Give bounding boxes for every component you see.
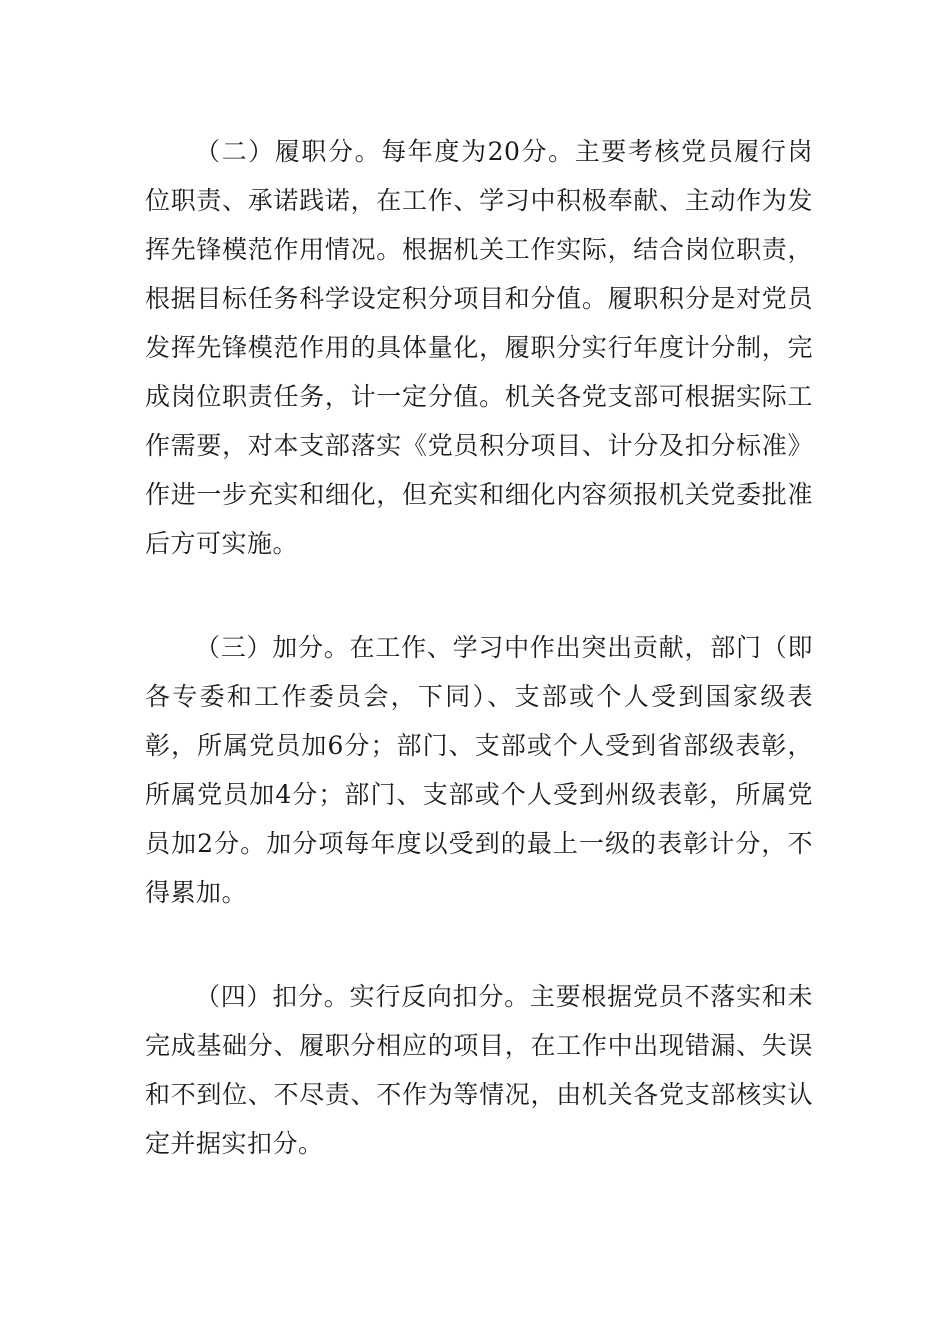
paragraph-bonus-points: （三）加分。在工作、学习中作出突出贡献，部门（即各专委和工作委员会，下同）、支部或个人受到国家级表彰，所属党员加6分；部门、支部或个人受到省部级表彰，所属党员加4分；部门、支部或个人受到州级表彰，所属党员加2分。加分项每年度以受到的最上一级的表彰计分，不得累加。 [145,633,813,907]
paragraph-deduction-points: （四）扣分。实行反向扣分。主要根据党员不落实和未完成基础分、履职分相应的项目，在工作中出现错漏、失误和不到位、不尽责、不作为等情况，由机关各党支部核实认定并据实扣分。 [145,982,813,1158]
paragraph-performance-points: （二）履职分。每年度为20分。主要考核党员履行岗位职责、承诺践诺，在工作、学习中积极奉献、主动作为发挥先锋模范作用情况。根据机关工作实际，结合岗位职责，根据目标任务科学设定积分项目和分值。履职积分是对党员发挥先锋模范作用的具体量化，履职分实行年度计分制，完成岗位职责任务，计一定分值。机关各党支部可根据实际工作需要，对本支部落实《党员积分项目、计分及扣分标准》作进一步充实和细化，但充实和细化内容须报机关党委批准后方可实施。 [145,137,813,558]
